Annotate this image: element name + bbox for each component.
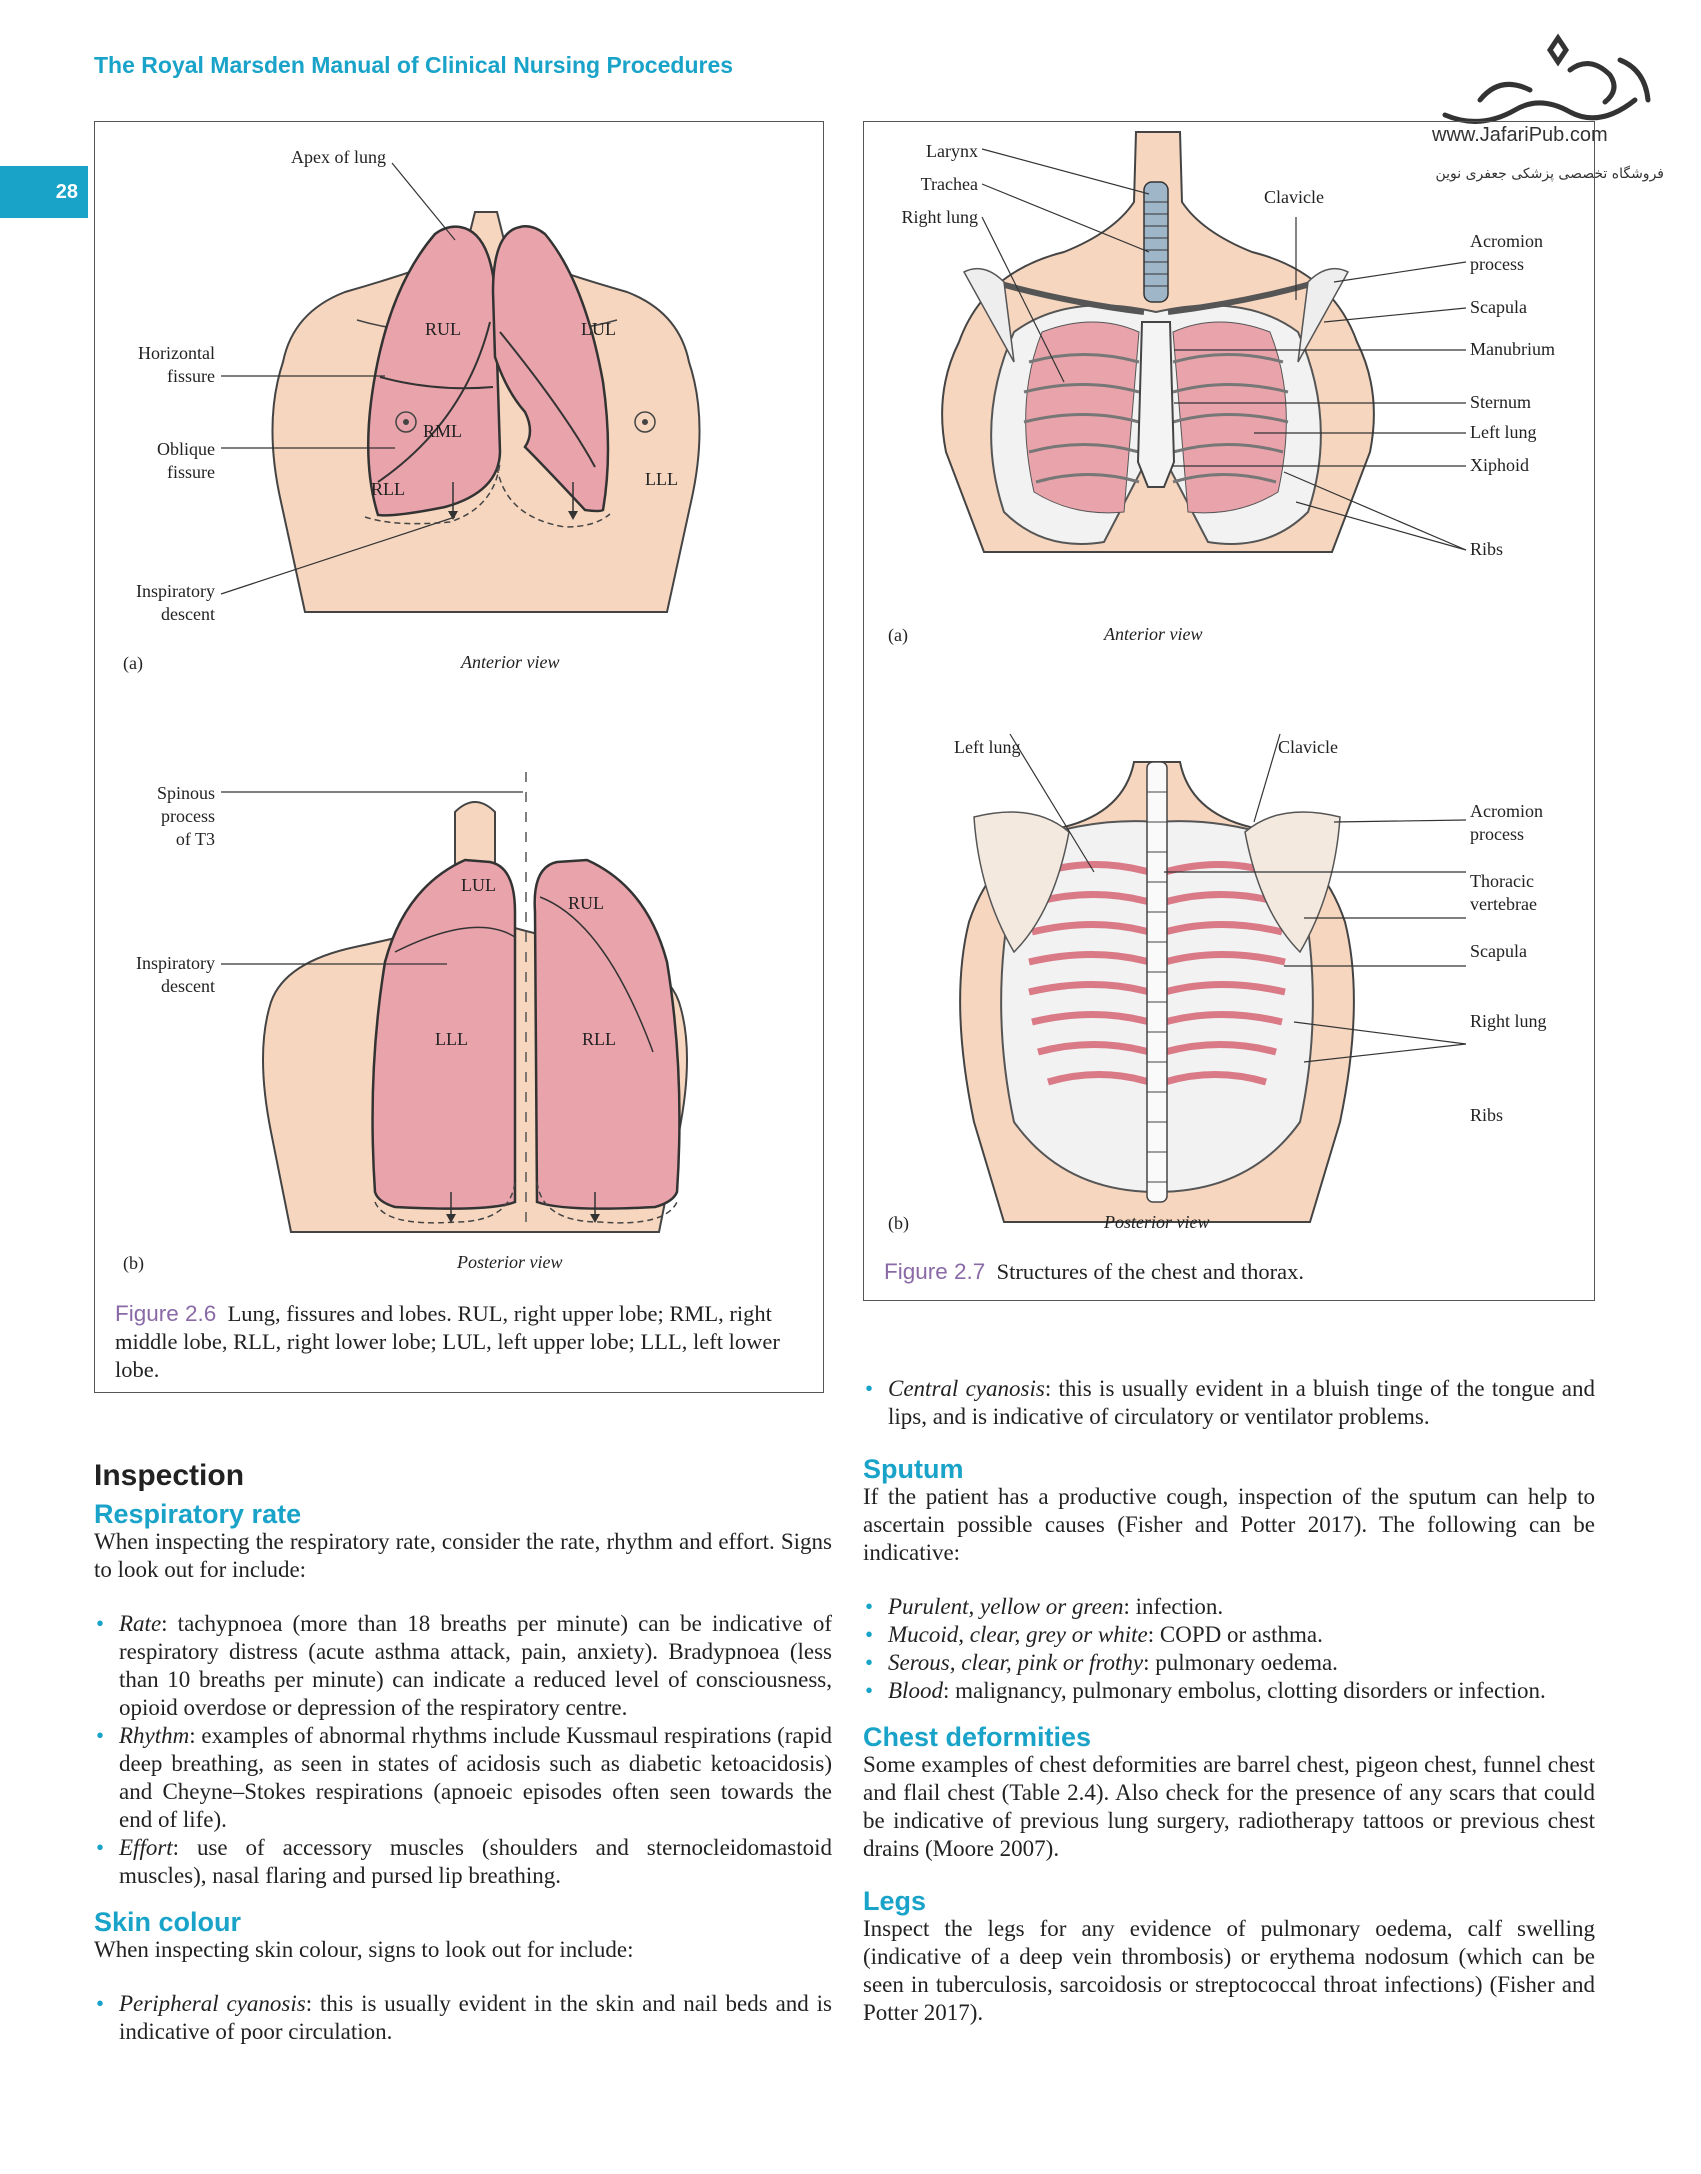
label-manubrium: Manubrium bbox=[1470, 339, 1555, 359]
central-cyanosis-list bbox=[863, 1375, 1595, 1431]
resp-list bbox=[94, 1610, 832, 1890]
figure-2-6 bbox=[94, 121, 824, 1393]
label-line: process bbox=[1470, 824, 1524, 844]
view-posterior-2-7: Posterior view bbox=[1104, 1212, 1210, 1232]
label-line: Oblique bbox=[157, 439, 215, 459]
list-item bbox=[94, 1834, 832, 1890]
item-term: Serous, clear, pink or frothy bbox=[888, 1650, 1144, 1675]
figure-2-7-caption bbox=[884, 1258, 1574, 1286]
subheading-legs: Legs bbox=[863, 1886, 927, 1916]
list-item bbox=[94, 1610, 832, 1722]
label-lll-a: LLL bbox=[645, 469, 678, 489]
label-rul-b: RUL bbox=[568, 893, 604, 913]
item-text: : use of accessory muscles (shoulders and sternocleidomastoid muscles), nasal flaring and pursed lip breathing. bbox=[119, 1835, 832, 1888]
item-term: Peripheral cyanosis bbox=[119, 1991, 306, 2016]
list-item bbox=[863, 1375, 1595, 1431]
label-lul-b: LUL bbox=[461, 875, 496, 895]
label-lll-b: LLL bbox=[435, 1029, 468, 1049]
label-rml: RML bbox=[423, 421, 463, 441]
label-scapula-a: Scapula bbox=[1470, 297, 1527, 317]
label-inspiratory-descent-b bbox=[105, 952, 215, 998]
item-text: : pulmonary oedema. bbox=[1143, 1650, 1338, 1675]
label-right-lung-a: Right lung bbox=[901, 207, 978, 227]
list-item bbox=[863, 1621, 1595, 1649]
panel-letter-2-7a: (a) bbox=[888, 625, 908, 645]
item-term: Rate bbox=[119, 1611, 162, 1636]
label-line: Inspiratory bbox=[136, 581, 215, 601]
right-column bbox=[863, 1375, 1595, 2027]
logo-subtitle: فروشگاه تخصصی پزشکی جعفری نوین bbox=[1435, 166, 1664, 182]
label-line: Acromion bbox=[1470, 801, 1543, 821]
subheading-respiratory-rate: Respiratory rate bbox=[94, 1499, 302, 1529]
label-xiphoid: Xiphoid bbox=[1470, 455, 1530, 475]
page-number-tab bbox=[0, 166, 88, 218]
figure-2-6-label: Figure 2.6 bbox=[115, 1301, 217, 1326]
resp-intro: When inspecting the respiratory rate, consider the rate, rhythm and effort. Signs to look out for include: bbox=[94, 1529, 832, 1582]
label-scapula-b: Scapula bbox=[1470, 941, 1527, 961]
label-acromion-a bbox=[1470, 230, 1543, 276]
list-item bbox=[863, 1593, 1595, 1621]
label-line: Thoracic bbox=[1470, 871, 1534, 891]
item-text: : infection. bbox=[1123, 1594, 1224, 1619]
label-line: process bbox=[161, 806, 215, 826]
label-acromion-b bbox=[1470, 800, 1543, 846]
label-inspiratory-descent-a bbox=[105, 580, 215, 626]
label-rll-b: RLL bbox=[582, 1029, 616, 1049]
label-line: Inspiratory bbox=[136, 953, 215, 973]
label-lul-a: LUL bbox=[581, 319, 616, 339]
label-apex-of-lung: Apex of lung bbox=[291, 147, 386, 167]
view-anterior-2-7: Anterior view bbox=[1104, 624, 1203, 644]
label-line: Acromion bbox=[1470, 231, 1543, 251]
label-sternum: Sternum bbox=[1470, 392, 1531, 412]
item-term: Central cyanosis bbox=[888, 1376, 1045, 1401]
legs-text: Inspect the legs for any evidence of pulmonary oedema, calf swelling (indicative of a deep vein thrombosis) or erythema nodosum (which can be seen in tuberculosis, sarcoidosis or streptococcal throat infections) (Fisher and Potter 2017). bbox=[863, 1916, 1595, 2025]
sputum-intro: If the patient has a productive cough, inspection of the sputum can help to ascertain possible causes (Fisher and Potter 2017). The following can be indicative: bbox=[863, 1484, 1595, 1565]
panel-letter-2-6a: (a) bbox=[123, 653, 143, 673]
figure-2-6-caption-text: Lung, fissures and lobes. RUL, right upper lobe; RML, right middle lobe, RLL, right lower lobe; LUL, left upper lobe; LLL, left lower lobe. bbox=[115, 1301, 780, 1382]
figure-2-6-caption bbox=[115, 1300, 805, 1384]
list-item bbox=[94, 1990, 832, 2046]
label-trachea: Trachea bbox=[920, 174, 978, 194]
section-heading-inspection: Inspection bbox=[94, 1459, 245, 1492]
page-number: 28 bbox=[55, 180, 78, 203]
item-term: Blood bbox=[888, 1678, 943, 1703]
label-oblique-fissure bbox=[115, 438, 215, 484]
list-item bbox=[863, 1649, 1595, 1677]
list-item bbox=[863, 1677, 1595, 1705]
panel-letter-2-7b: (b) bbox=[888, 1213, 909, 1233]
panel-letter-2-6b: (b) bbox=[123, 1253, 144, 1273]
label-line: fissure bbox=[167, 366, 215, 386]
label-line: of T3 bbox=[175, 829, 215, 849]
figure-2-7-caption-text: Structures of the chest and thorax. bbox=[996, 1259, 1304, 1284]
item-term: Effort bbox=[119, 1835, 173, 1860]
label-left-lung-a: Left lung bbox=[1470, 422, 1537, 442]
skin-intro: When inspecting skin colour, signs to look out for include: bbox=[94, 1937, 634, 1962]
list-item bbox=[94, 1722, 832, 1834]
figure-2-7 bbox=[863, 121, 1595, 1301]
label-spinous-process bbox=[115, 782, 215, 851]
label-ribs-a: Ribs bbox=[1470, 539, 1504, 559]
item-text: : COPD or asthma. bbox=[1147, 1622, 1323, 1647]
label-ribs-b: Ribs bbox=[1470, 1105, 1504, 1125]
label-rul-a: RUL bbox=[425, 319, 461, 339]
label-clavicle-a: Clavicle bbox=[1264, 187, 1324, 207]
item-term: Mucoid, clear, grey or white bbox=[888, 1622, 1148, 1647]
logo-url: www.JafariPub.com bbox=[1432, 124, 1608, 146]
label-right-lung-b: Right lung bbox=[1470, 1011, 1547, 1031]
item-text: : malignancy, pulmonary embolus, clotting disorders or infection. bbox=[942, 1678, 1546, 1703]
item-term: Purulent, yellow or green bbox=[888, 1594, 1124, 1619]
label-horizontal-fissure bbox=[115, 342, 215, 388]
subheading-skin-colour: Skin colour bbox=[94, 1907, 242, 1937]
label-clavicle-b: Clavicle bbox=[1278, 737, 1338, 757]
item-term: Rhythm bbox=[119, 1723, 190, 1748]
label-line: process bbox=[1470, 254, 1524, 274]
label-line: fissure bbox=[167, 462, 215, 482]
sputum-list bbox=[863, 1593, 1595, 1705]
view-anterior-2-6: Anterior view bbox=[461, 652, 560, 672]
label-left-lung-b: Left lung bbox=[954, 737, 1021, 757]
figure-2-7-label: Figure 2.7 bbox=[884, 1259, 986, 1284]
skin-list bbox=[94, 1990, 832, 2046]
running-title: The Royal Marsden Manual of Clinical Nursing Procedures bbox=[94, 52, 734, 78]
item-text: : this is usually evident in a bluish tinge of the tongue and lips, and is indicative of circulatory or ventilator problems. bbox=[888, 1376, 1596, 1429]
view-posterior-2-6: Posterior view bbox=[457, 1252, 563, 1272]
label-line: descent bbox=[161, 976, 215, 996]
label-thoracic-vertebrae bbox=[1470, 870, 1537, 916]
label-line: Spinous bbox=[156, 783, 215, 803]
label-larynx: Larynx bbox=[926, 141, 978, 161]
label-line: descent bbox=[161, 604, 215, 624]
left-column bbox=[94, 1459, 832, 2046]
item-text: : examples of abnormal rhythms include Kussmaul respirations (rapid deep breathing, as seen in states of acidosis such as diabetic ketoacidosis) and Cheyne–Stokes respirations (apnoeic episodes often seen towards the end of life). bbox=[119, 1723, 832, 1832]
chest-text: Some examples of chest deformities are barrel chest, pigeon chest, funnel chest and flail chest (Table 2.4). Also check for the presence of any scars that could be indicative of previous lung surgery, radiotherapy tattoos or previous chest drains (Moore 2007). bbox=[863, 1752, 1595, 1861]
item-text: : this is usually evident in the skin and nail beds and is indicative of poor circulation. bbox=[119, 1991, 832, 2044]
subheading-sputum: Sputum bbox=[863, 1454, 964, 1484]
item-text: : tachypnoea (more than 18 breaths per minute) can be indicative of respiratory distress (acute asthma attack, pain, anxiety). Bradypnoea (less than 10 breaths per minute) can indicate a reduced level of consciousness, opioid overdose or depression of the respiratory centre. bbox=[119, 1611, 832, 1720]
subheading-chest-deformities: Chest deformities bbox=[863, 1722, 1092, 1752]
label-line: Horizontal bbox=[138, 343, 215, 363]
label-rll-a: RLL bbox=[371, 479, 405, 499]
label-line: vertebrae bbox=[1470, 894, 1537, 914]
